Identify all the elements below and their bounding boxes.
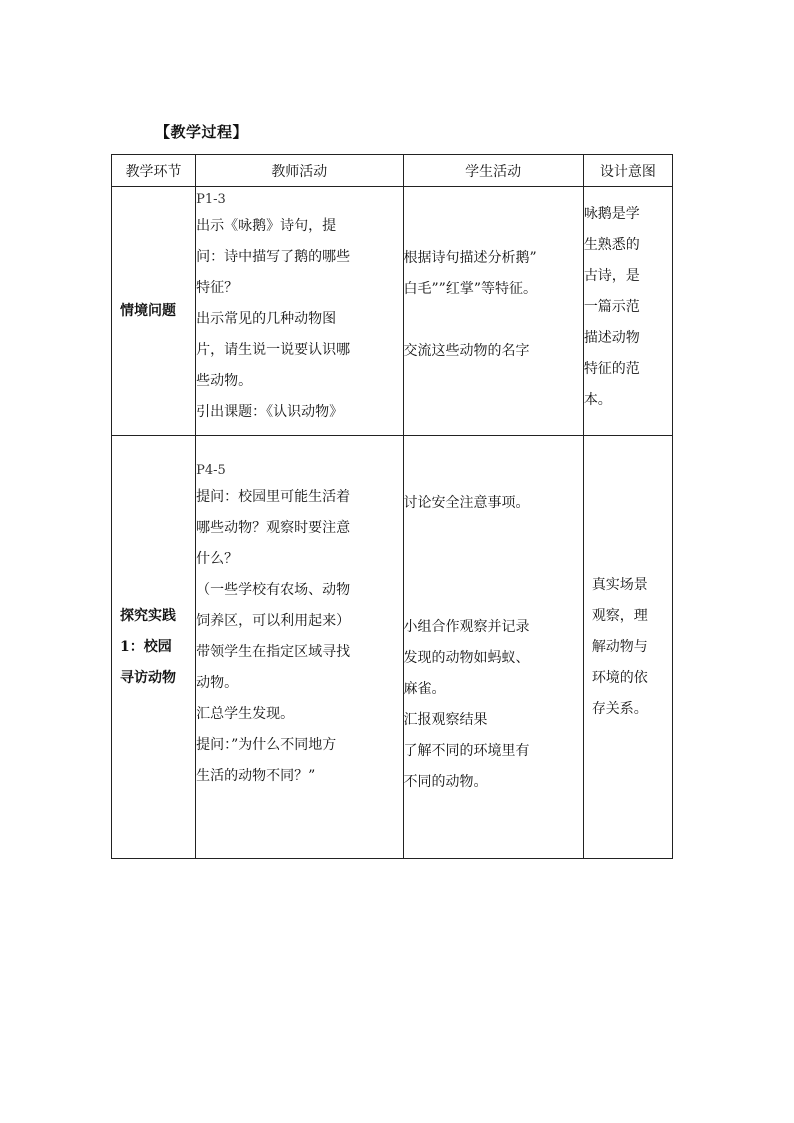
student-line: 讨论安全注意事项。 <box>403 495 530 511</box>
teacher-activity-cell <box>196 187 403 436</box>
intent-line: 咏鹅是学 <box>583 206 640 222</box>
student-line: 了解不同的环境里有 <box>403 743 530 759</box>
page-reference: P4-5 <box>196 463 226 478</box>
design-intent-cell <box>583 187 672 436</box>
student-line: 根据诗句描述分析鹅” <box>403 250 537 266</box>
student-line: 不同的动物。 <box>403 774 488 790</box>
header-teacher-activity: 教师活动 <box>196 155 403 187</box>
teacher-line: 饲养区，可以利用起来） <box>196 613 351 629</box>
teacher-line: 引出课题：《认识动物》 <box>196 404 344 420</box>
intent-line: 解动物与 <box>591 638 648 655</box>
teacher-line: 片，请生说一说要认识哪 <box>196 342 351 358</box>
student-line: 交流这些动物的名字 <box>403 343 530 359</box>
teacher-line: 动物。 <box>196 675 239 691</box>
spacer <box>404 305 583 336</box>
teacher-line: 什么？ <box>196 551 239 567</box>
table-row <box>112 436 673 859</box>
teacher-line: 哪些动物？观察时要注意 <box>196 520 351 536</box>
teacher-activity-cell <box>196 436 403 859</box>
student-line: 汇报观察结果 <box>403 712 488 728</box>
stage-cell <box>112 187 196 436</box>
header-student-activity: 学生活动 <box>403 155 583 187</box>
spacer <box>404 519 583 550</box>
spacer <box>404 550 583 581</box>
intent-line: 一篇示范 <box>583 299 640 315</box>
student-line: 发现的动物如蚂蚁、 <box>403 650 530 666</box>
student-line: 麻雀。 <box>403 681 446 697</box>
lesson-process-table <box>111 154 673 859</box>
teacher-line: 汇总学生发现。 <box>196 706 295 722</box>
intent-line: 本。 <box>583 392 612 408</box>
intent-line: 生熟悉的 <box>583 237 640 253</box>
page-reference: P1-3 <box>196 192 226 207</box>
intent-line: 真实场景 <box>591 576 648 593</box>
stage-line: 寻访动物 <box>120 669 176 686</box>
teacher-line: 问：诗中描写了鹅的哪些 <box>196 249 351 265</box>
table-header-row <box>112 155 673 187</box>
stage-cell <box>112 436 196 859</box>
intent-line: 描述动物 <box>583 330 640 346</box>
intent-line: 观察，理 <box>591 607 648 624</box>
student-activity-cell <box>403 436 583 859</box>
intent-line: 环境的依 <box>591 669 648 686</box>
teacher-line: 特征？ <box>196 280 239 296</box>
intent-line: 特征的范 <box>583 361 640 377</box>
teacher-line: 带领学生在指定区域寻找 <box>196 644 351 660</box>
header-stage: 教学环节 <box>112 155 196 187</box>
teacher-line: 提问：”为什么不同地方 <box>196 737 337 753</box>
stage-line: 探究实践 <box>120 607 176 624</box>
header-design-intent: 设计意图 <box>583 155 672 187</box>
student-line: 小组合作观察并记录 <box>403 619 530 635</box>
teacher-line: 出示《咏鹅》诗句，提 <box>196 218 337 234</box>
stage-line: 1：校园 <box>120 638 172 655</box>
student-line: 白毛””红掌”等特征。 <box>403 281 537 297</box>
table-row <box>112 187 673 436</box>
teacher-line: 生活的动物不同？” <box>196 768 316 784</box>
teacher-line: （一些学校有农场、动物 <box>196 582 351 598</box>
student-activity-cell <box>403 187 583 436</box>
intent-line: 存关系。 <box>591 700 648 717</box>
stage-line: 情境问题 <box>120 302 176 319</box>
teacher-line: 些动物。 <box>196 373 253 389</box>
intent-line: 古诗，是 <box>583 268 640 284</box>
spacer <box>404 581 583 612</box>
design-intent-cell <box>583 436 672 859</box>
teacher-line: 出示常见的几种动物图 <box>196 311 337 327</box>
section-heading: 【教学过程】 <box>155 123 249 141</box>
teacher-line: 提问：校园里可能生活着 <box>196 489 351 505</box>
